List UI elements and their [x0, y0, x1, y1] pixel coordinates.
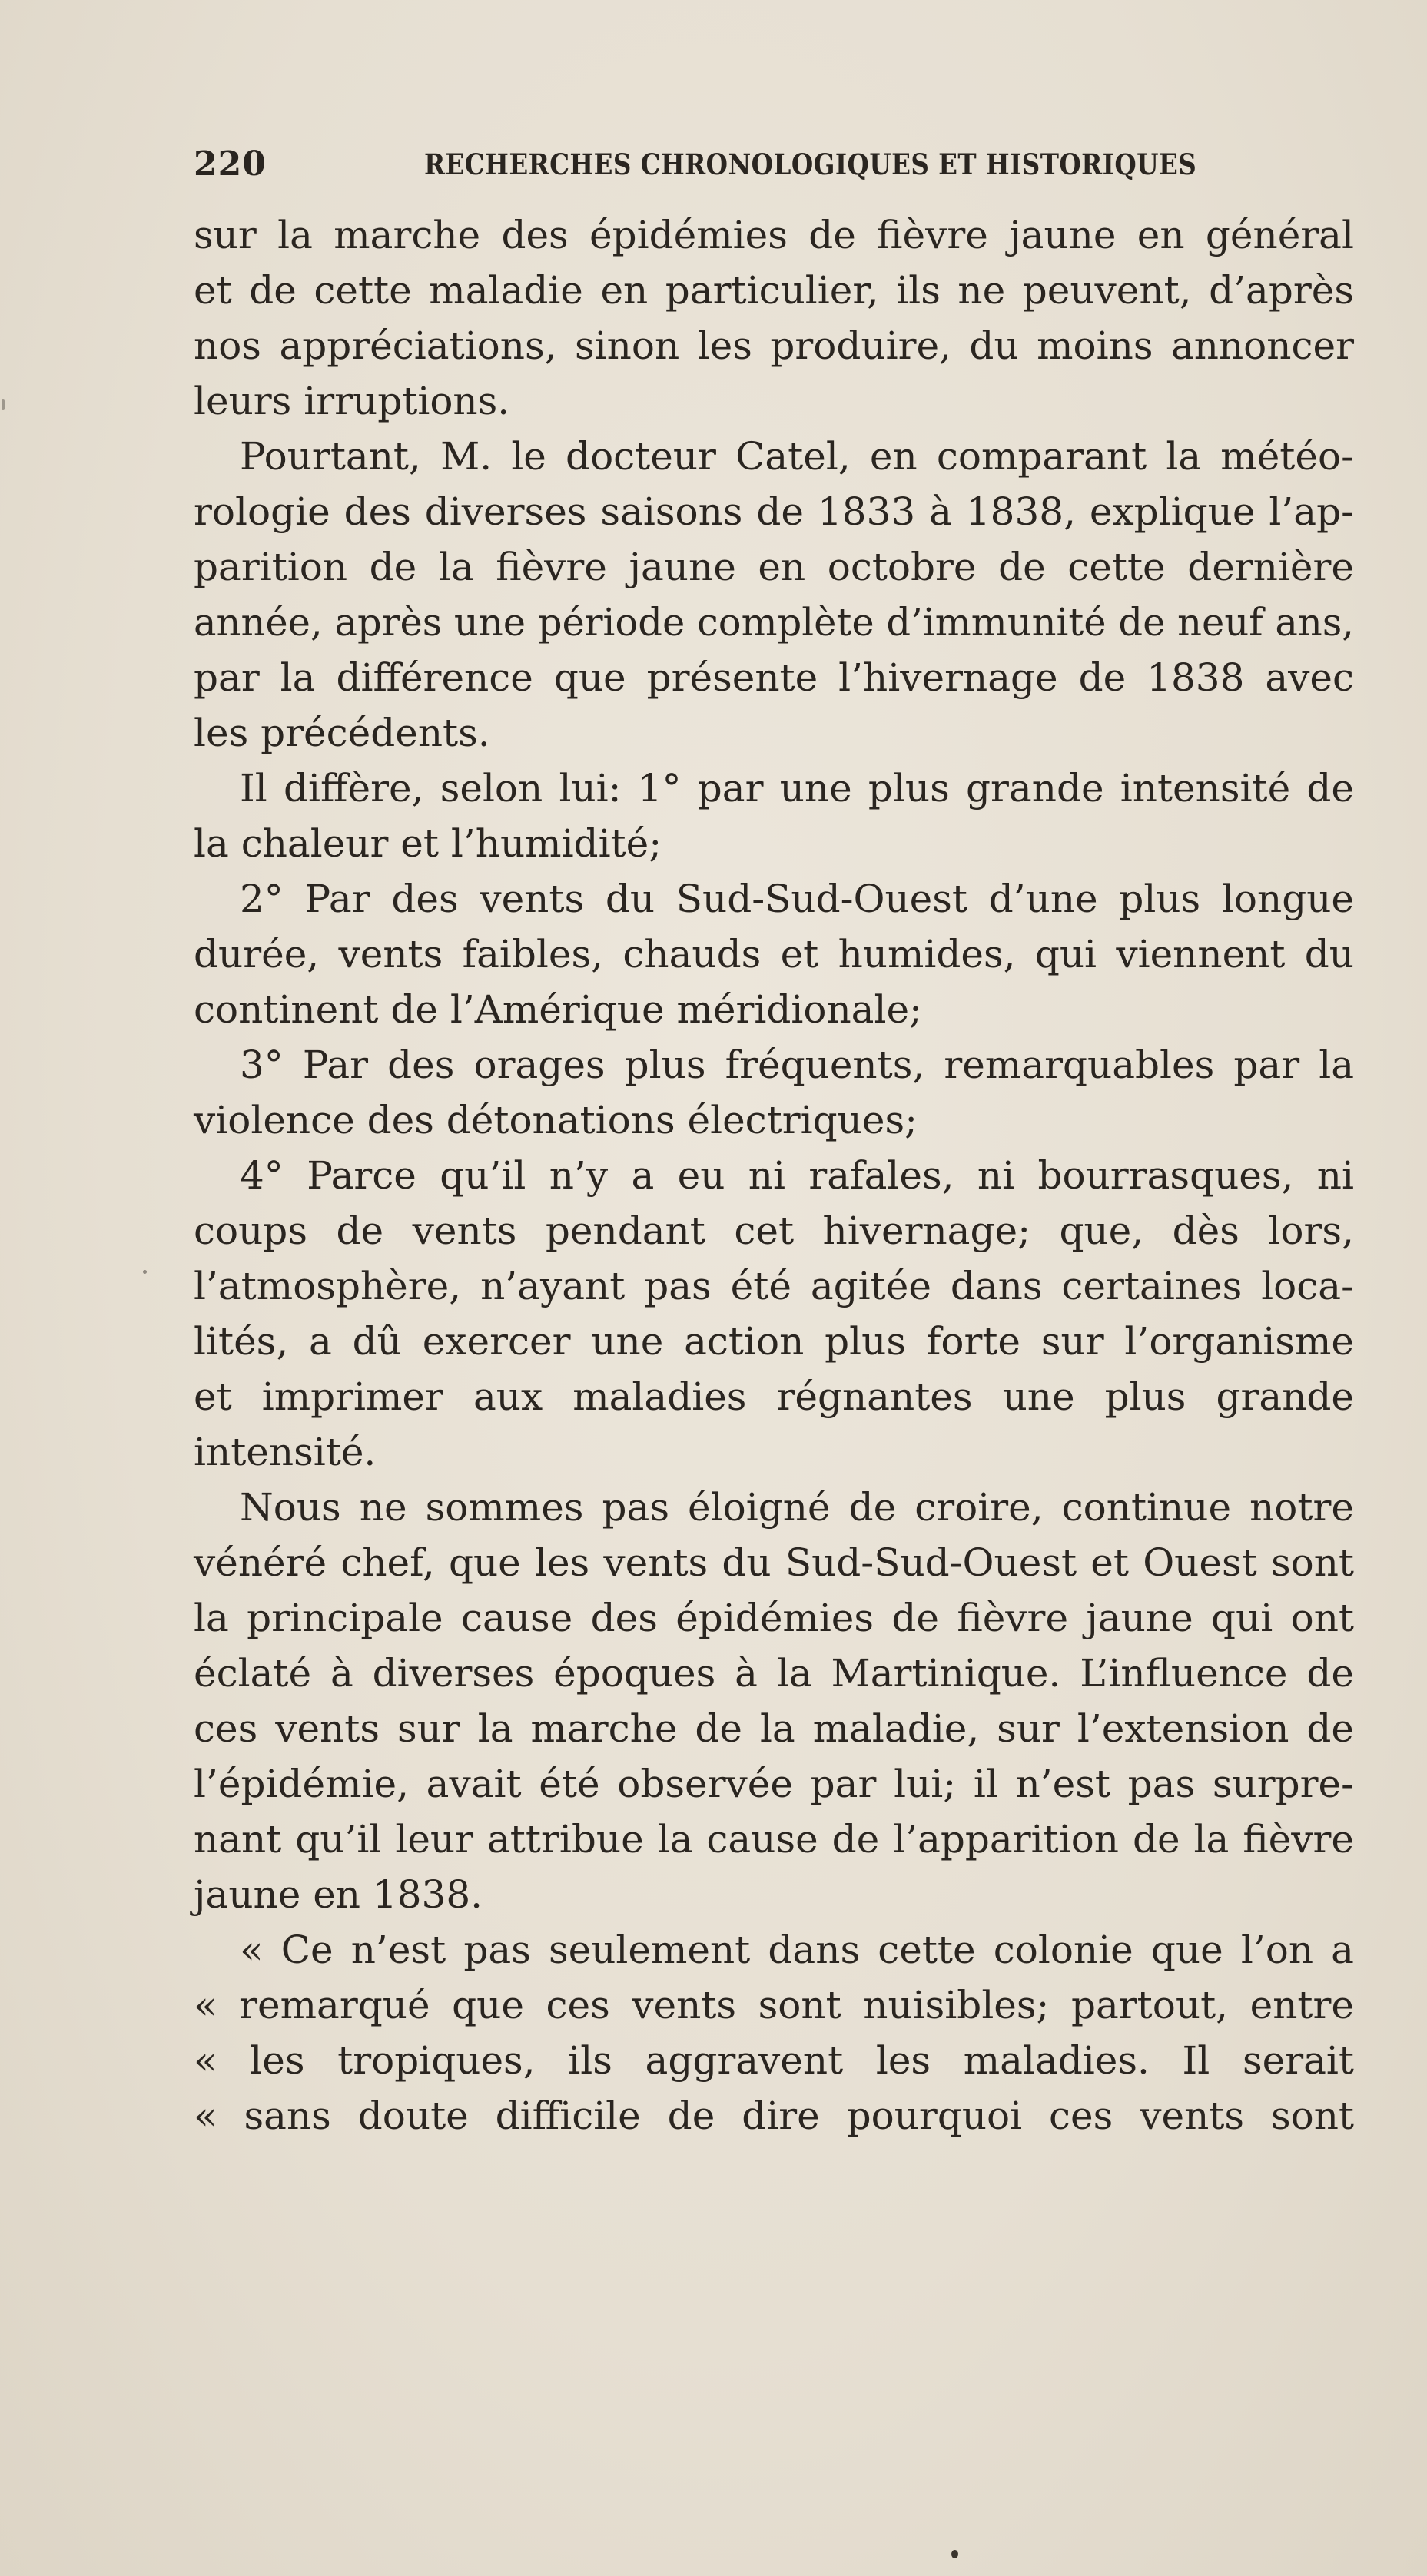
text-line: « les tropiques, ils aggravent les maladies. Il serait	[194, 2038, 1354, 2083]
ink-speck	[951, 2550, 958, 2558]
text-line: « Ce n’est pas seulement dans cette colonie que l’on a	[240, 1928, 1354, 1972]
text-line: nos appréciations, sinon les produire, du moins annoncer	[194, 323, 1354, 368]
text-line: parition de la fièvre jaune en octobre de cette dernière	[194, 545, 1354, 589]
text-line: continent de l’Amérique méridionale;	[194, 987, 922, 1032]
page-header	[194, 144, 1200, 191]
text-line: nant qu’il leur attribue la cause de l’apparition de la fièvre	[194, 1817, 1354, 1862]
text-line: 2° Par des vents du Sud-Sud-Ouest d’une plus longue	[240, 877, 1354, 921]
text-line: la principale cause des épidémies de fièvre jaune qui ont	[194, 1596, 1354, 1640]
text-line: ces vents sur la marche de la maladie, sur l’extension de	[194, 1706, 1354, 1751]
text-line: éclaté à diverses époques à la Martinique. L’influence de	[194, 1651, 1354, 1696]
text-line: et de cette maladie en particulier, ils ne peuvent, d’après	[194, 268, 1354, 313]
text-line: Il diffère, selon lui: 1° par une plus grande intensité de	[240, 766, 1354, 811]
text-line: « sans doute difficile de dire pourquoi ces vents sont	[194, 2094, 1354, 2138]
text-line: « remarqué que ces vents sont nuisibles; partout, entre	[194, 1983, 1354, 2027]
text-line: 3° Par des orages plus fréquents, remarquables par la	[240, 1043, 1354, 1087]
text-line: par la différence que présente l’hivernage de 1838 avec	[194, 655, 1354, 700]
text-line: jaune en 1838.	[194, 1872, 483, 1917]
running-head: RECHERCHES CHRONOLOGIQUES ET HISTORIQUES	[424, 148, 1197, 181]
text-line: l’épidémie, avait été observée par lui; il n’est pas surpre-	[194, 1762, 1354, 1806]
page-number: 220	[194, 144, 267, 184]
text-line: vénéré chef, que les vents du Sud-Sud-Ouest et Ouest sont	[194, 1540, 1354, 1585]
text-line: sur la marche des épidémies de fièvre jaune en général	[194, 213, 1354, 257]
text-line: leurs irruptions.	[194, 379, 510, 423]
text-line: et imprimer aux maladies régnantes une plus grande	[194, 1374, 1354, 1419]
text-line: l’atmosphère, n’ayant pas été agitée dans certaines loca-	[194, 1264, 1354, 1308]
text-line: rologie des diverses saisons de 1833 à 1838, explique l’ap-	[194, 489, 1354, 534]
text-line: intensité.	[194, 1430, 377, 1474]
text-line: la chaleur et l’humidité;	[194, 821, 662, 866]
text-line: 4° Parce qu’il n’y a eu ni rafales, ni bourrasques, ni	[240, 1153, 1354, 1198]
text-line: Pourtant, M. le docteur Catel, en comparant la météo-	[240, 434, 1354, 479]
text-line: année, après une période complète d’immunité de neuf ans,	[194, 600, 1354, 645]
text-line: coups de vents pendant cet hivernage; que, dès lors,	[194, 1208, 1354, 1253]
ink-speck	[143, 1270, 147, 1274]
text-line: lités, a dû exercer une action plus forte sur l’organisme	[194, 1319, 1354, 1364]
text-line: Nous ne sommes pas éloigné de croire, continue notre	[240, 1485, 1354, 1530]
text-line: les précédents.	[194, 711, 490, 755]
text-line: durée, vents faibles, chauds et humides, qui viennent du	[194, 932, 1354, 976]
text-line: violence des détonations électriques;	[194, 1098, 918, 1142]
body-text	[194, 207, 1354, 2143]
ink-speck	[2, 399, 5, 410]
